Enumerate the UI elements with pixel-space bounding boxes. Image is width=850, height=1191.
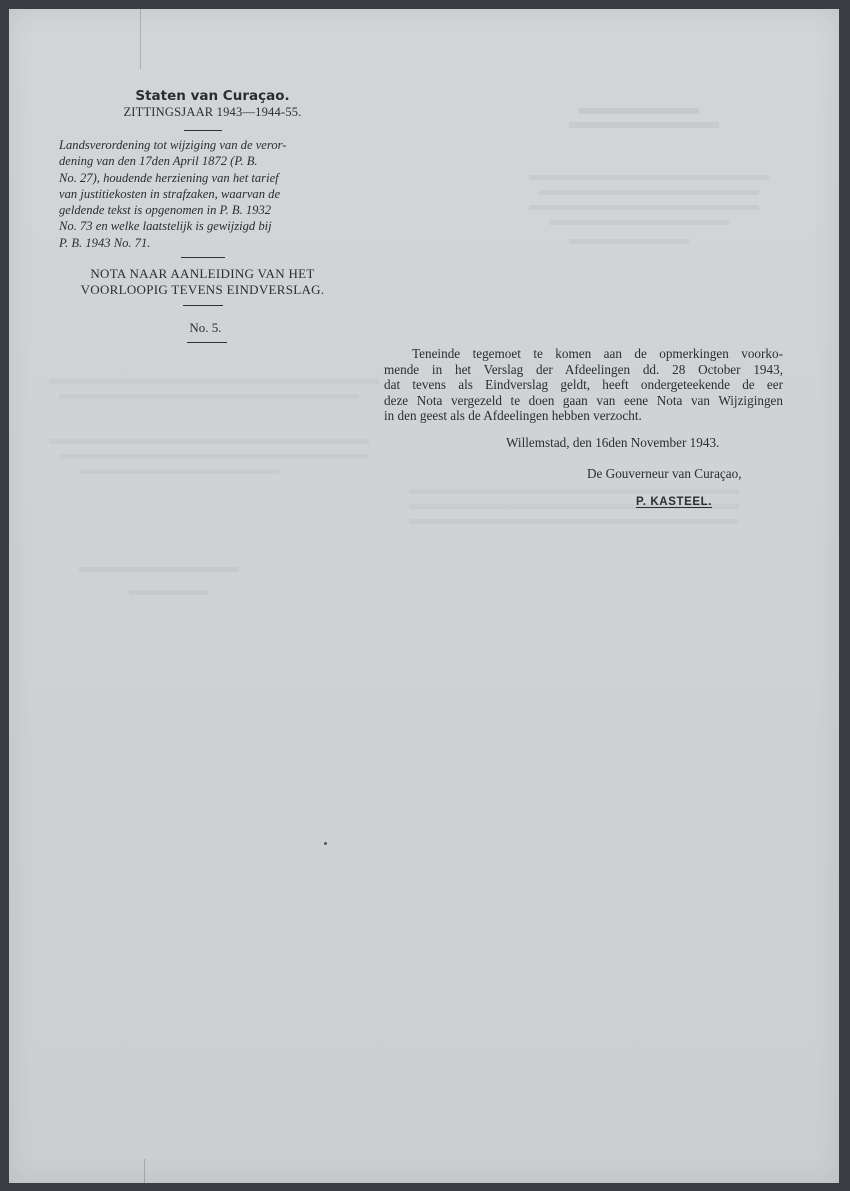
divider xyxy=(183,305,223,306)
show-through-block xyxy=(569,104,729,144)
show-through-block xyxy=(409,479,769,579)
subject-line: P. B. 1943 No. 71. xyxy=(59,235,151,250)
assembly-title: Staten van Curaçao. xyxy=(135,88,290,104)
document-heading-column xyxy=(59,88,346,343)
signatory-name: P. KASTEEL. xyxy=(636,496,713,508)
body-line: in den geest als de Afdeelingen hebben verzocht. xyxy=(384,408,642,424)
show-through-block xyxy=(49,369,409,549)
subject-line: No. 27), houdende herziening van het tarief xyxy=(59,170,279,185)
document-number: No. 5. xyxy=(189,320,222,336)
show-through-block xyxy=(529,169,789,279)
paper-mark xyxy=(140,9,141,69)
subject-line: Landsverordening tot wijziging van de veror- xyxy=(59,138,287,152)
body-line: deze Nota vergezeld te doen gaan van eene Nota van Wijzigingen xyxy=(384,392,783,408)
place-and-date: Willemstad, den 16den November 1943. xyxy=(506,435,720,450)
subject-line: No. 73 en welke laatstelijk is gewijzigd bij xyxy=(59,219,272,234)
session-year: ZITTINGSJAAR 1943—1944-55. xyxy=(123,105,302,119)
paper-speck xyxy=(324,842,327,845)
ordinance-subject xyxy=(59,137,346,251)
paper-mark xyxy=(144,1159,145,1183)
divider xyxy=(181,257,225,258)
body-line: Teneinde tegemoet te komen aan de opmerkingen voorko- xyxy=(412,346,783,361)
body-line: mende in het Verslag der Afdeelingen dd. 28 October 1943, xyxy=(384,361,783,377)
subject-line: van justitiekosten in strafzaken, waarvan de xyxy=(59,186,281,201)
subject-line: dening van den 17den April 1872 (P. B. xyxy=(59,154,258,169)
body-paragraph xyxy=(384,346,783,424)
signatory-role: De Gouverneur van Curaçao, xyxy=(587,466,742,481)
divider xyxy=(184,130,222,131)
nota-title xyxy=(59,266,346,297)
show-through-block xyxy=(79,559,299,609)
body-line: dat tevens als Eindverslag geldt, heeft ondergeteekende de eer xyxy=(384,377,783,393)
nota-title-line: NOTA NAAR AANLEIDING VAN HET xyxy=(90,266,315,282)
subject-line: geldende tekst is opgenomen in P. B. 1932 xyxy=(59,203,272,218)
nota-title-line: VOORLOOPIG TEVENS EINDVERSLAG. xyxy=(80,281,325,297)
divider xyxy=(187,342,227,343)
